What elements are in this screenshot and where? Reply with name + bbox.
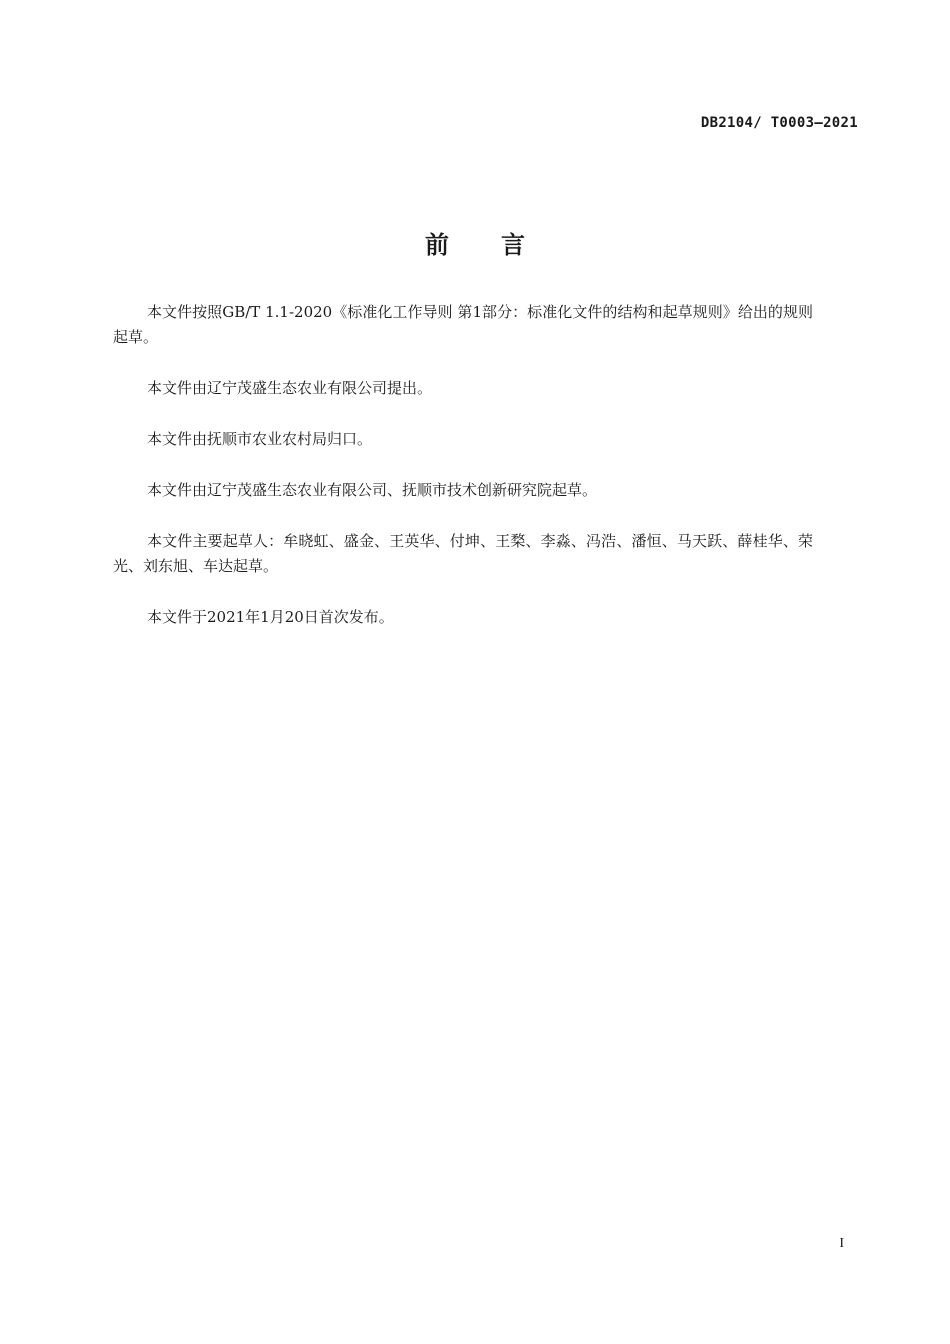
- foreword-body: [113, 300, 813, 656]
- paragraph-proposer: 本文件由辽宁茂盛生态农业有限公司提出。: [147, 379, 433, 397]
- page-title: 前言: [425, 231, 577, 260]
- paragraph-drafting-units: 本文件由辽宁茂盛生态农业有限公司、抚顺市技术创新研究院起草。: [147, 481, 598, 499]
- page-number: I: [839, 1236, 844, 1251]
- paragraph-centralized-management: 本文件由抚顺市农业农村局归口。: [147, 430, 373, 448]
- paragraph-release-date: 本文件于2021年1月20日首次发布。: [147, 608, 394, 626]
- paragraph-drafting-rules: 本文件按照GB/T 1.1-2020《标准化工作导则 第1部分：标准化文件的结构和起草规则》给出的规则起草。: [113, 303, 813, 346]
- document-code: DB2104/ T0003—2021: [700, 115, 858, 131]
- paragraph-drafters: 本文件主要起草人：牟晓虹、盛金、王英华、付坤、王楘、李淼、冯浩、潘恒、马天跃、薛桂华、荣光、刘东旭、车达起草。: [113, 532, 813, 575]
